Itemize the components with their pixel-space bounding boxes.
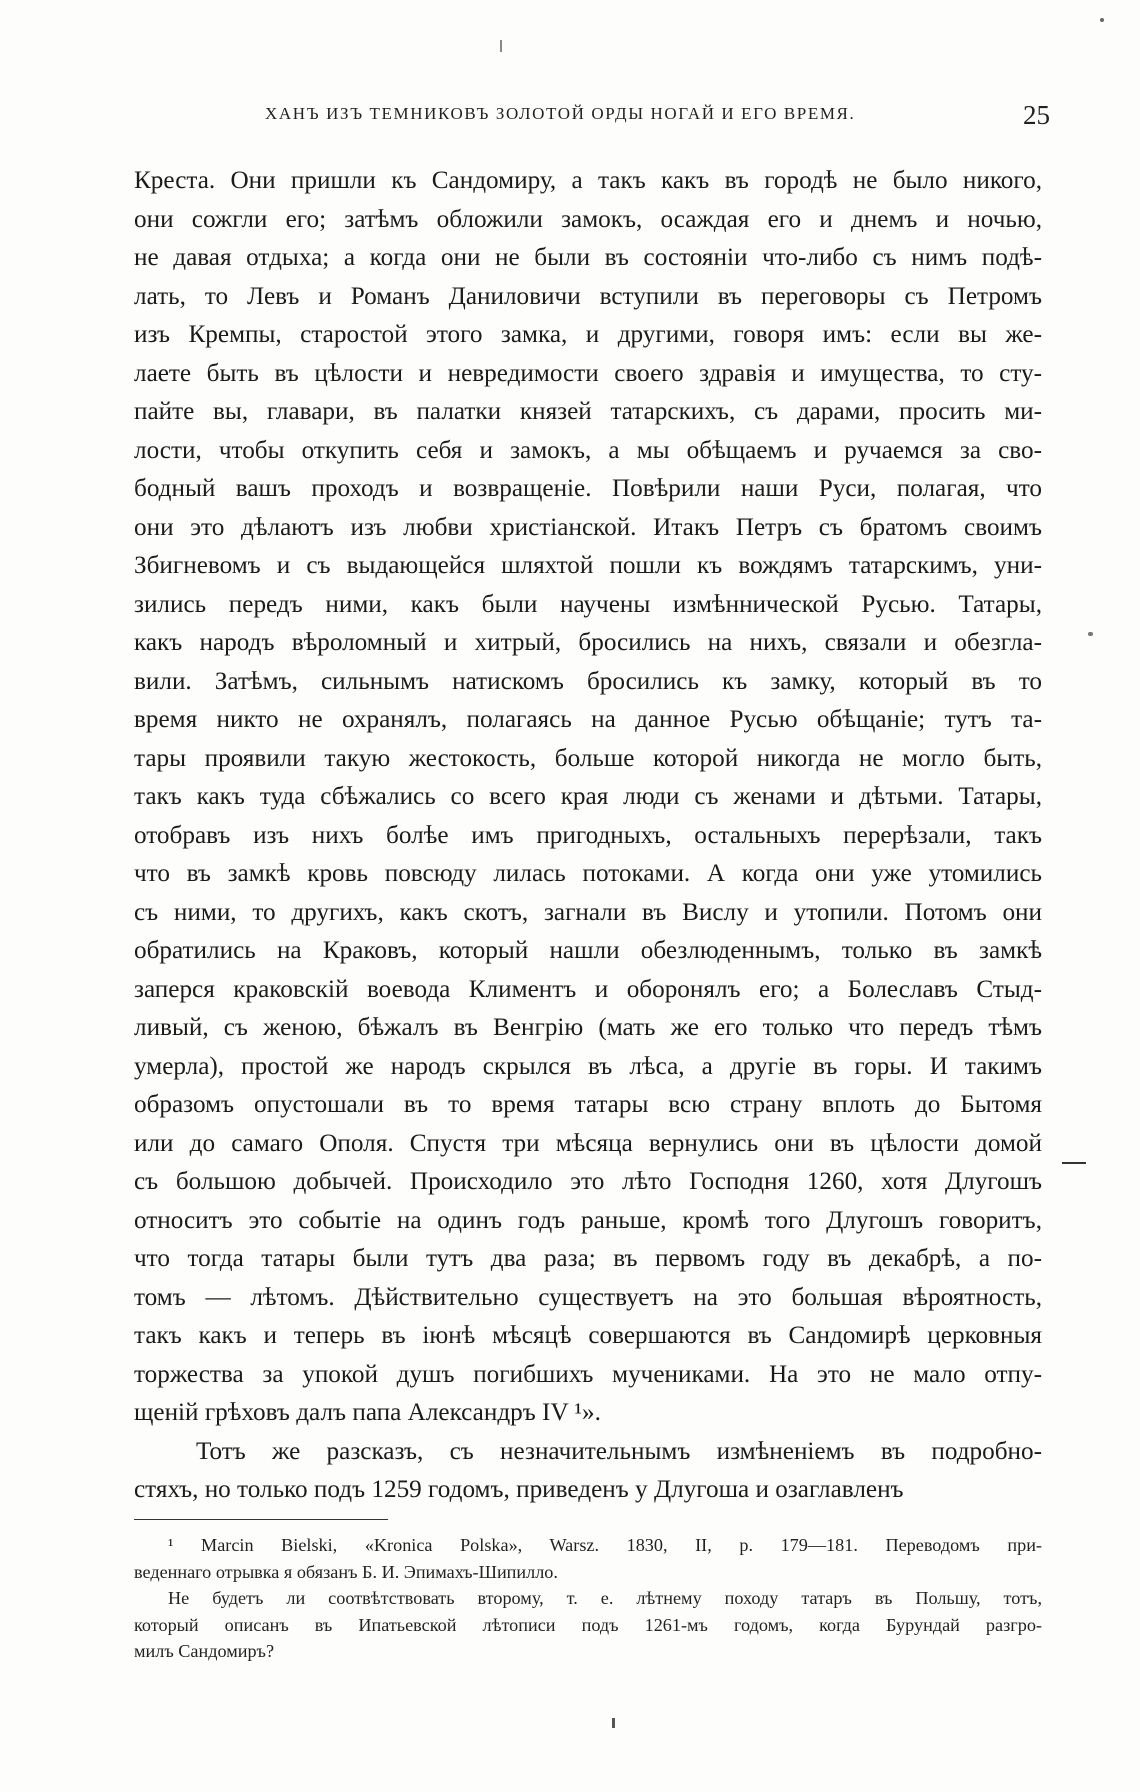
text-line: обратились на Краковъ, который нашли обезлюденнымъ, только въ замкѣ <box>134 937 1042 964</box>
footnotes <box>134 1532 1042 1665</box>
text-line: Креста. Они пришли къ Сандомиру, а такъ какъ въ городѣ не было никого, <box>134 167 1042 194</box>
text-line: образомъ опустошали въ то время татары всю страну вплоть до Бытомя <box>134 1091 1042 1118</box>
text-line: торжества за упокой душъ погибшихъ мучениками. На это не мало отпу- <box>134 1360 1042 1388</box>
text-line: время никто не охранялъ, полагаясь на данное Русью обѣщаніе; тутъ та- <box>134 706 1042 733</box>
text-line: Збигневомъ и съ выдающейся шляхтой пошли къ вождямъ татарскимъ, уни- <box>134 552 1042 579</box>
text-line: томъ — лѣтомъ. Дѣйствительно существуетъ на это большая вѣроятность, <box>134 1283 1042 1311</box>
text-line: стяхъ, но только подъ 1259 годомъ, приведенъ у Длугоша и озаглавленъ <box>134 1476 904 1503</box>
text-line: ливый, съ женою, бѣжалъ въ Венгрію (мать же его только что передъ тѣмъ <box>134 1014 1042 1041</box>
text-line: тары проявили такую жестокость, больше которой никогда не могло быть, <box>134 744 1042 772</box>
text-line: заперся краковскій воевода Климентъ и оборонялъ его; а Болеславъ Стыд- <box>134 975 1042 1003</box>
body-text <box>134 162 1042 1510</box>
paragraph-2 <box>134 1433 1042 1510</box>
text-line: такъ какъ и теперь въ іюнѣ мѣсяцѣ совершаются въ Сандомирѣ церковныя <box>134 1322 1042 1349</box>
page-header <box>130 100 1050 134</box>
footnote-line: ¹ Marcin Bielski, «Kronica Polska», Warsz. 1830, II, p. 179—181. Переводомъ при- <box>168 1535 1042 1555</box>
text-line: съ ними, то другихъ, какъ скотъ, загнали въ Вислу и утопили. Потомъ они <box>134 898 1042 926</box>
margin-dash <box>1062 1162 1086 1164</box>
text-line: лать, то Левъ и Романъ Даниловичи вступили въ переговоры съ Петромъ <box>134 282 1042 310</box>
text-line: такъ какъ туда сбѣжались со всего края люди съ женами и дѣтьми. Татары, <box>134 783 1042 810</box>
footnote-line: милъ Сандомиръ? <box>134 1641 275 1661</box>
text-line: изъ Кремпы, старостой этого замка, и другими, говоря имъ: если вы же- <box>134 321 1042 348</box>
text-line: вили. Затѣмъ, сильнымъ натискомъ бросились къ замку, который въ то <box>134 667 1042 695</box>
text-line: не давая отдыха; а когда они не были въ состояніи что-либо съ нимъ подѣ- <box>134 244 1042 271</box>
footnote-rule <box>134 1519 388 1520</box>
text-line: лаете быть въ цѣлости и невредимости своего здравія и имущества, то сту- <box>134 359 1042 387</box>
page-number: 25 <box>1023 100 1050 130</box>
text-line: что въ замкѣ кровь повсюду лилась потоками. А когда они уже утомились <box>134 860 1042 887</box>
text-line: какъ народъ вѣроломный и хитрый, бросились на нихъ, связали и обезгла- <box>134 629 1042 656</box>
text-line: бодный вашъ проходъ и возвращеніе. Повѣрили наши Руси, полагая, что <box>134 475 1042 502</box>
margin-speck <box>1100 18 1104 22</box>
paragraph-1 <box>134 162 1042 1433</box>
text-line: отобравъ изъ нихъ болѣе имъ пригодныхъ, остальныхъ перерѣзали, такъ <box>134 821 1042 849</box>
text-line: они сожгли его; затѣмъ обложили замокъ, осаждая его и днемъ и ночью, <box>134 205 1042 233</box>
text-line: они это дѣлаютъ изъ любви христіанской. Итакъ Петръ съ братомъ своимъ <box>134 513 1042 541</box>
text-line: умерла), простой же народъ скрылся въ лѣса, а другіе въ горы. И такимъ <box>134 1052 1042 1080</box>
running-head: ХАНЪ ИЗЪ ТЕМНИКОВЪ ЗОЛОТОЙ ОРДЫ НОГАЙ И ЕГО ВРЕМЯ. <box>265 104 856 123</box>
text-line: съ большою добычей. Происходило это лѣто Господня 1260, хотя Длугошъ <box>134 1168 1042 1195</box>
text-line: пайте вы, главари, въ палатки князей татарскихъ, съ дарами, просить ми- <box>134 398 1042 425</box>
text-line: лости, чтобы откупить себя и замокъ, а мы обѣщаемъ и ручаемся за сво- <box>134 436 1042 464</box>
footnote-line: который описанъ въ Ипатьевской лѣтописи подъ 1261-мъ годомъ, когда Бурундай разгро- <box>134 1614 1042 1635</box>
text-line: относитъ это событіе на одинъ годъ раньше, кромѣ того Длугошъ говоритъ, <box>134 1206 1042 1234</box>
text-line: или до самаго Ополя. Спустя три мѣсяца вернулись они въ цѣлости домой <box>134 1129 1042 1157</box>
margin-speck <box>1088 632 1093 636</box>
text-line: щеній грѣховъ далъ папа Александръ IV ¹». <box>134 1399 601 1426</box>
margin-speck <box>500 40 502 52</box>
text-line: что тогда татары были тутъ два раза; въ первомъ году въ декабрѣ, а по- <box>134 1245 1042 1272</box>
footnote-line: веденнаго отрывка я обязанъ Б. И. Эпимахъ-Шипилло. <box>134 1561 558 1582</box>
text-line: Тотъ же разсказъ, съ незначительнымъ измѣненіемъ въ подробно- <box>196 1437 1042 1465</box>
margin-speck <box>612 1718 615 1728</box>
text-line: зились передъ ними, какъ были научены измѣннической Русью. Татары, <box>134 590 1042 618</box>
footnote-line: Не будетъ ли соотвѣтствовать второму, т. е. лѣтнему походу татаръ въ Польшу, тотъ, <box>168 1588 1042 1608</box>
